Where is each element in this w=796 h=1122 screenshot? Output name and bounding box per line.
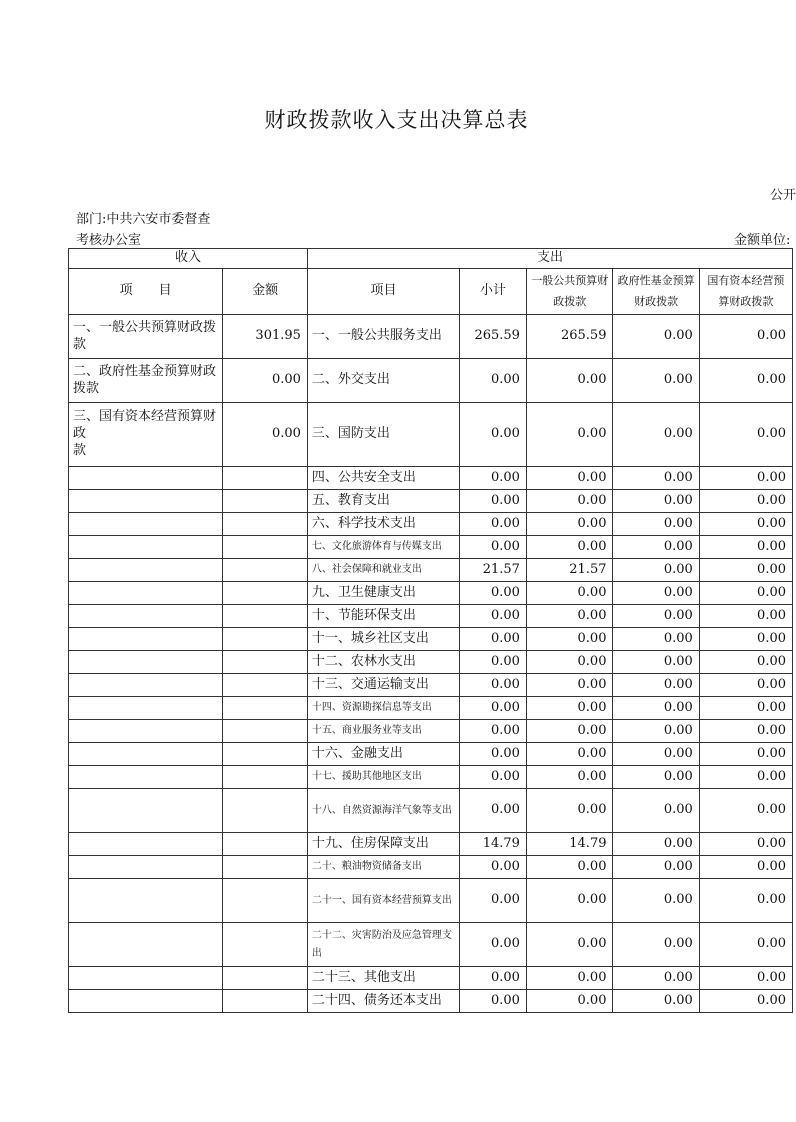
table-row [69,967,793,990]
income-item-cell [69,559,223,582]
gov-fund-cell: 0.00 [613,923,699,967]
gov-fund-cell: 0.00 [613,789,699,833]
state-capital-cell: 0.00 [699,720,792,743]
state-capital-cell: 0.00 [699,467,792,490]
income-item-cell [69,628,223,651]
fiscal-summary-table [68,248,793,1013]
subtotal-cell: 265.59 [460,315,527,359]
income-amount-cell [223,651,308,674]
subtotal-cell: 0.00 [460,789,527,833]
expense-item-cell: 二十三、其他支出 [307,967,459,990]
gov-fund-cell: 0.00 [613,536,699,559]
state-capital-cell: 0.00 [699,789,792,833]
subtotal-cell: 0.00 [460,651,527,674]
gov-fund-cell: 0.00 [613,879,699,923]
gov-fund-cell: 0.00 [613,856,699,879]
expense-item-cell: 二、外交支出 [307,359,459,403]
expense-item-cell: 六、科学技术支出 [307,513,459,536]
gov-fund-cell: 0.00 [613,582,699,605]
income-item-cell [69,923,223,967]
income-amount-cell [223,923,308,967]
state-capital-cell: 0.00 [699,923,792,967]
general-budget-cell: 0.00 [526,856,613,879]
state-capital-cell: 0.00 [699,766,792,789]
income-item-cell [69,833,223,856]
table-row [69,674,793,697]
state-capital-cell: 0.00 [699,879,792,923]
gov-fund-cell: 0.00 [613,990,699,1013]
state-capital-cell: 0.00 [699,833,792,856]
state-capital-cell: 0.00 [699,490,792,513]
income-amount-cell [223,789,308,833]
general-budget-cell: 0.00 [526,513,613,536]
subtotal-cell: 0.00 [460,967,527,990]
state-capital-cell: 0.00 [699,990,792,1013]
income-item-cell [69,513,223,536]
gov-fund-cell: 0.00 [613,743,699,766]
state-capital-cell: 0.00 [699,359,792,403]
subtotal-header: 小计 [460,269,527,315]
expense-item-cell: 十五、商业服务业等支出 [307,720,459,743]
table-row [69,536,793,559]
public-mark: 公开 [770,188,796,203]
state-capital-cell: 0.00 [699,513,792,536]
income-item-cell [69,490,223,513]
income-amount-cell [223,833,308,856]
general-budget-cell: 0.00 [526,605,613,628]
expense-item-cell: 七、文化旅游体育与传媒支出 [307,536,459,559]
table-row [69,628,793,651]
income-item-cell [69,720,223,743]
income-item-cell [69,605,223,628]
state-capital-cell: 0.00 [699,315,792,359]
general-budget-cell: 0.00 [526,490,613,513]
income-item-cell [69,990,223,1013]
general-budget-header: 一般公共预算财政拨款 [526,269,613,315]
unit-label: 金额单位: [734,233,791,248]
expense-group-header: 支出 [307,249,792,269]
income-amount-cell [223,720,308,743]
income-amount-cell [223,743,308,766]
table-row [69,766,793,789]
expense-item-cell: 十三、交通运输支出 [307,674,459,697]
expense-item-cell: 十八、自然资源海洋气象等支出 [307,789,459,833]
state-capital-cell: 0.00 [699,559,792,582]
income-item-cell [69,856,223,879]
department-label-cont: 考核办公室 [76,233,142,248]
gov-fund-cell: 0.00 [613,833,699,856]
subtotal-cell: 14.79 [460,833,527,856]
income-item-cell [69,467,223,490]
table-row [69,490,793,513]
state-capital-cell: 0.00 [699,605,792,628]
gov-fund-cell: 0.00 [613,490,699,513]
income-amount-cell [223,766,308,789]
subtotal-cell: 0.00 [460,536,527,559]
gov-fund-cell: 0.00 [613,766,699,789]
gov-fund-cell: 0.00 [613,559,699,582]
income-item-cell [69,582,223,605]
table-row [69,513,793,536]
income-item-cell: 二、政府性基金预算财政拨款 [69,359,223,403]
subtotal-cell: 0.00 [460,628,527,651]
general-budget-cell: 0.00 [526,879,613,923]
subtotal-cell: 0.00 [460,990,527,1013]
state-capital-cell: 0.00 [699,697,792,720]
state-capital-cell: 0.00 [699,651,792,674]
gov-fund-cell: 0.00 [613,697,699,720]
gov-fund-cell: 0.00 [613,720,699,743]
table-row [69,879,793,923]
subtotal-cell: 0.00 [460,879,527,923]
general-budget-cell: 0.00 [526,359,613,403]
general-budget-cell: 0.00 [526,651,613,674]
table-row [69,651,793,674]
gov-fund-cell: 0.00 [613,403,699,467]
table-row [69,990,793,1013]
general-budget-cell: 0.00 [526,789,613,833]
table-row [69,856,793,879]
table-row [69,582,793,605]
table-row [69,467,793,490]
state-capital-cell: 0.00 [699,582,792,605]
subtotal-cell: 0.00 [460,766,527,789]
expense-item-cell: 十七、援助其他地区支出 [307,766,459,789]
state-capital-header: 国有资本经营预算财政拨款 [699,269,792,315]
table-row [69,605,793,628]
gov-fund-cell: 0.00 [613,359,699,403]
subtotal-cell: 0.00 [460,743,527,766]
expense-item-cell: 四、公共安全支出 [307,467,459,490]
income-amount-cell: 0.00 [223,359,308,403]
general-budget-cell: 14.79 [526,833,613,856]
state-capital-cell: 0.00 [699,403,792,467]
gov-fund-header: 政府性基金预算财政拨款 [613,269,699,315]
table-row [69,743,793,766]
general-budget-cell: 21.57 [526,559,613,582]
department-label: 部门:中共六安市委督查 [76,212,211,227]
subtotal-cell: 0.00 [460,490,527,513]
general-budget-cell: 0.00 [526,990,613,1013]
state-capital-cell: 0.00 [699,674,792,697]
table-row [69,720,793,743]
state-capital-cell: 0.00 [699,967,792,990]
table-row [69,315,793,359]
income-amount-cell [223,605,308,628]
state-capital-cell: 0.00 [699,536,792,559]
income-amount-cell: 0.00 [223,403,308,467]
general-budget-cell: 0.00 [526,403,613,467]
income-item-cell [69,536,223,559]
expense-item-cell: 十二、农林水支出 [307,651,459,674]
income-item-cell [69,766,223,789]
income-amount-cell [223,856,308,879]
income-amount-cell [223,697,308,720]
expense-item-header: 项目 [307,269,459,315]
table-row [69,359,793,403]
expense-item-cell: 五、教育支出 [307,490,459,513]
table-row [69,833,793,856]
subtotal-cell: 0.00 [460,513,527,536]
subtotal-cell: 0.00 [460,674,527,697]
income-group-header: 收入 [69,249,308,269]
income-amount-header: 金额 [223,269,308,315]
general-budget-cell: 265.59 [526,315,613,359]
general-budget-cell: 0.00 [526,674,613,697]
general-budget-cell: 0.00 [526,923,613,967]
gov-fund-cell: 0.00 [613,467,699,490]
state-capital-cell: 0.00 [699,628,792,651]
income-item-cell: 一、一般公共预算财政拨款 [69,315,223,359]
table-row [69,403,793,467]
table-row [69,923,793,967]
expense-item-cell: 十六、金融支出 [307,743,459,766]
table-row [69,789,793,833]
subtotal-cell: 0.00 [460,467,527,490]
income-item-cell [69,674,223,697]
expense-item-cell: 十九、住房保障支出 [307,833,459,856]
table-row [69,559,793,582]
general-budget-cell: 0.00 [526,536,613,559]
state-capital-cell: 0.00 [699,743,792,766]
subtotal-cell: 0.00 [460,923,527,967]
income-item-cell [69,743,223,766]
gov-fund-cell: 0.00 [613,651,699,674]
gov-fund-cell: 0.00 [613,513,699,536]
income-amount-cell [223,674,308,697]
income-amount-cell [223,879,308,923]
gov-fund-cell: 0.00 [613,605,699,628]
subtotal-cell: 21.57 [460,559,527,582]
expense-item-cell: 二十、粮油物资储备支出 [307,856,459,879]
expense-item-cell: 二十二、灾害防治及应急管理支出 [307,923,459,967]
subtotal-cell: 0.00 [460,582,527,605]
subtotal-cell: 0.00 [460,359,527,403]
gov-fund-cell: 0.00 [613,967,699,990]
general-budget-cell: 0.00 [526,628,613,651]
gov-fund-cell: 0.00 [613,315,699,359]
expense-item-cell: 十、节能环保支出 [307,605,459,628]
general-budget-cell: 0.00 [526,582,613,605]
general-budget-cell: 0.00 [526,743,613,766]
income-amount-cell [223,467,308,490]
income-amount-cell [223,559,308,582]
income-amount-cell [223,967,308,990]
general-budget-cell: 0.00 [526,967,613,990]
expense-item-cell: 一、一般公共服务支出 [307,315,459,359]
income-item-cell [69,697,223,720]
gov-fund-cell: 0.00 [613,674,699,697]
expense-item-cell: 十四、资源勘探信息等支出 [307,697,459,720]
income-amount-cell [223,628,308,651]
expense-item-cell: 九、卫生健康支出 [307,582,459,605]
table-row [69,697,793,720]
general-budget-cell: 0.00 [526,697,613,720]
general-budget-cell: 0.00 [526,467,613,490]
income-amount-cell: 301.95 [223,315,308,359]
income-amount-cell [223,490,308,513]
income-amount-cell [223,513,308,536]
general-budget-cell: 0.00 [526,720,613,743]
subtotal-cell: 0.00 [460,697,527,720]
income-amount-cell [223,536,308,559]
income-item-cell [69,789,223,833]
subtotal-cell: 0.00 [460,856,527,879]
gov-fund-cell: 0.00 [613,628,699,651]
page-title: 财政拨款收入支出决算总表 [264,108,529,132]
general-budget-cell: 0.00 [526,766,613,789]
income-item-header: 项 目 [69,269,223,315]
subtotal-cell: 0.00 [460,605,527,628]
income-amount-cell [223,990,308,1013]
subtotal-cell: 0.00 [460,403,527,467]
income-amount-cell [223,582,308,605]
subtotal-cell: 0.00 [460,720,527,743]
income-item-cell: 三、国有资本经营预算财政 款 [69,403,223,467]
expense-item-cell: 二十四、债务还本支出 [307,990,459,1013]
income-item-cell [69,879,223,923]
expense-item-cell: 三、国防支出 [307,403,459,467]
expense-item-cell: 二十一、国有资本经营预算支出 [307,879,459,923]
expense-item-cell: 十一、城乡社区支出 [307,628,459,651]
state-capital-cell: 0.00 [699,856,792,879]
income-item-cell [69,651,223,674]
income-item-cell [69,967,223,990]
expense-item-cell: 八、社会保障和就业支出 [307,559,459,582]
